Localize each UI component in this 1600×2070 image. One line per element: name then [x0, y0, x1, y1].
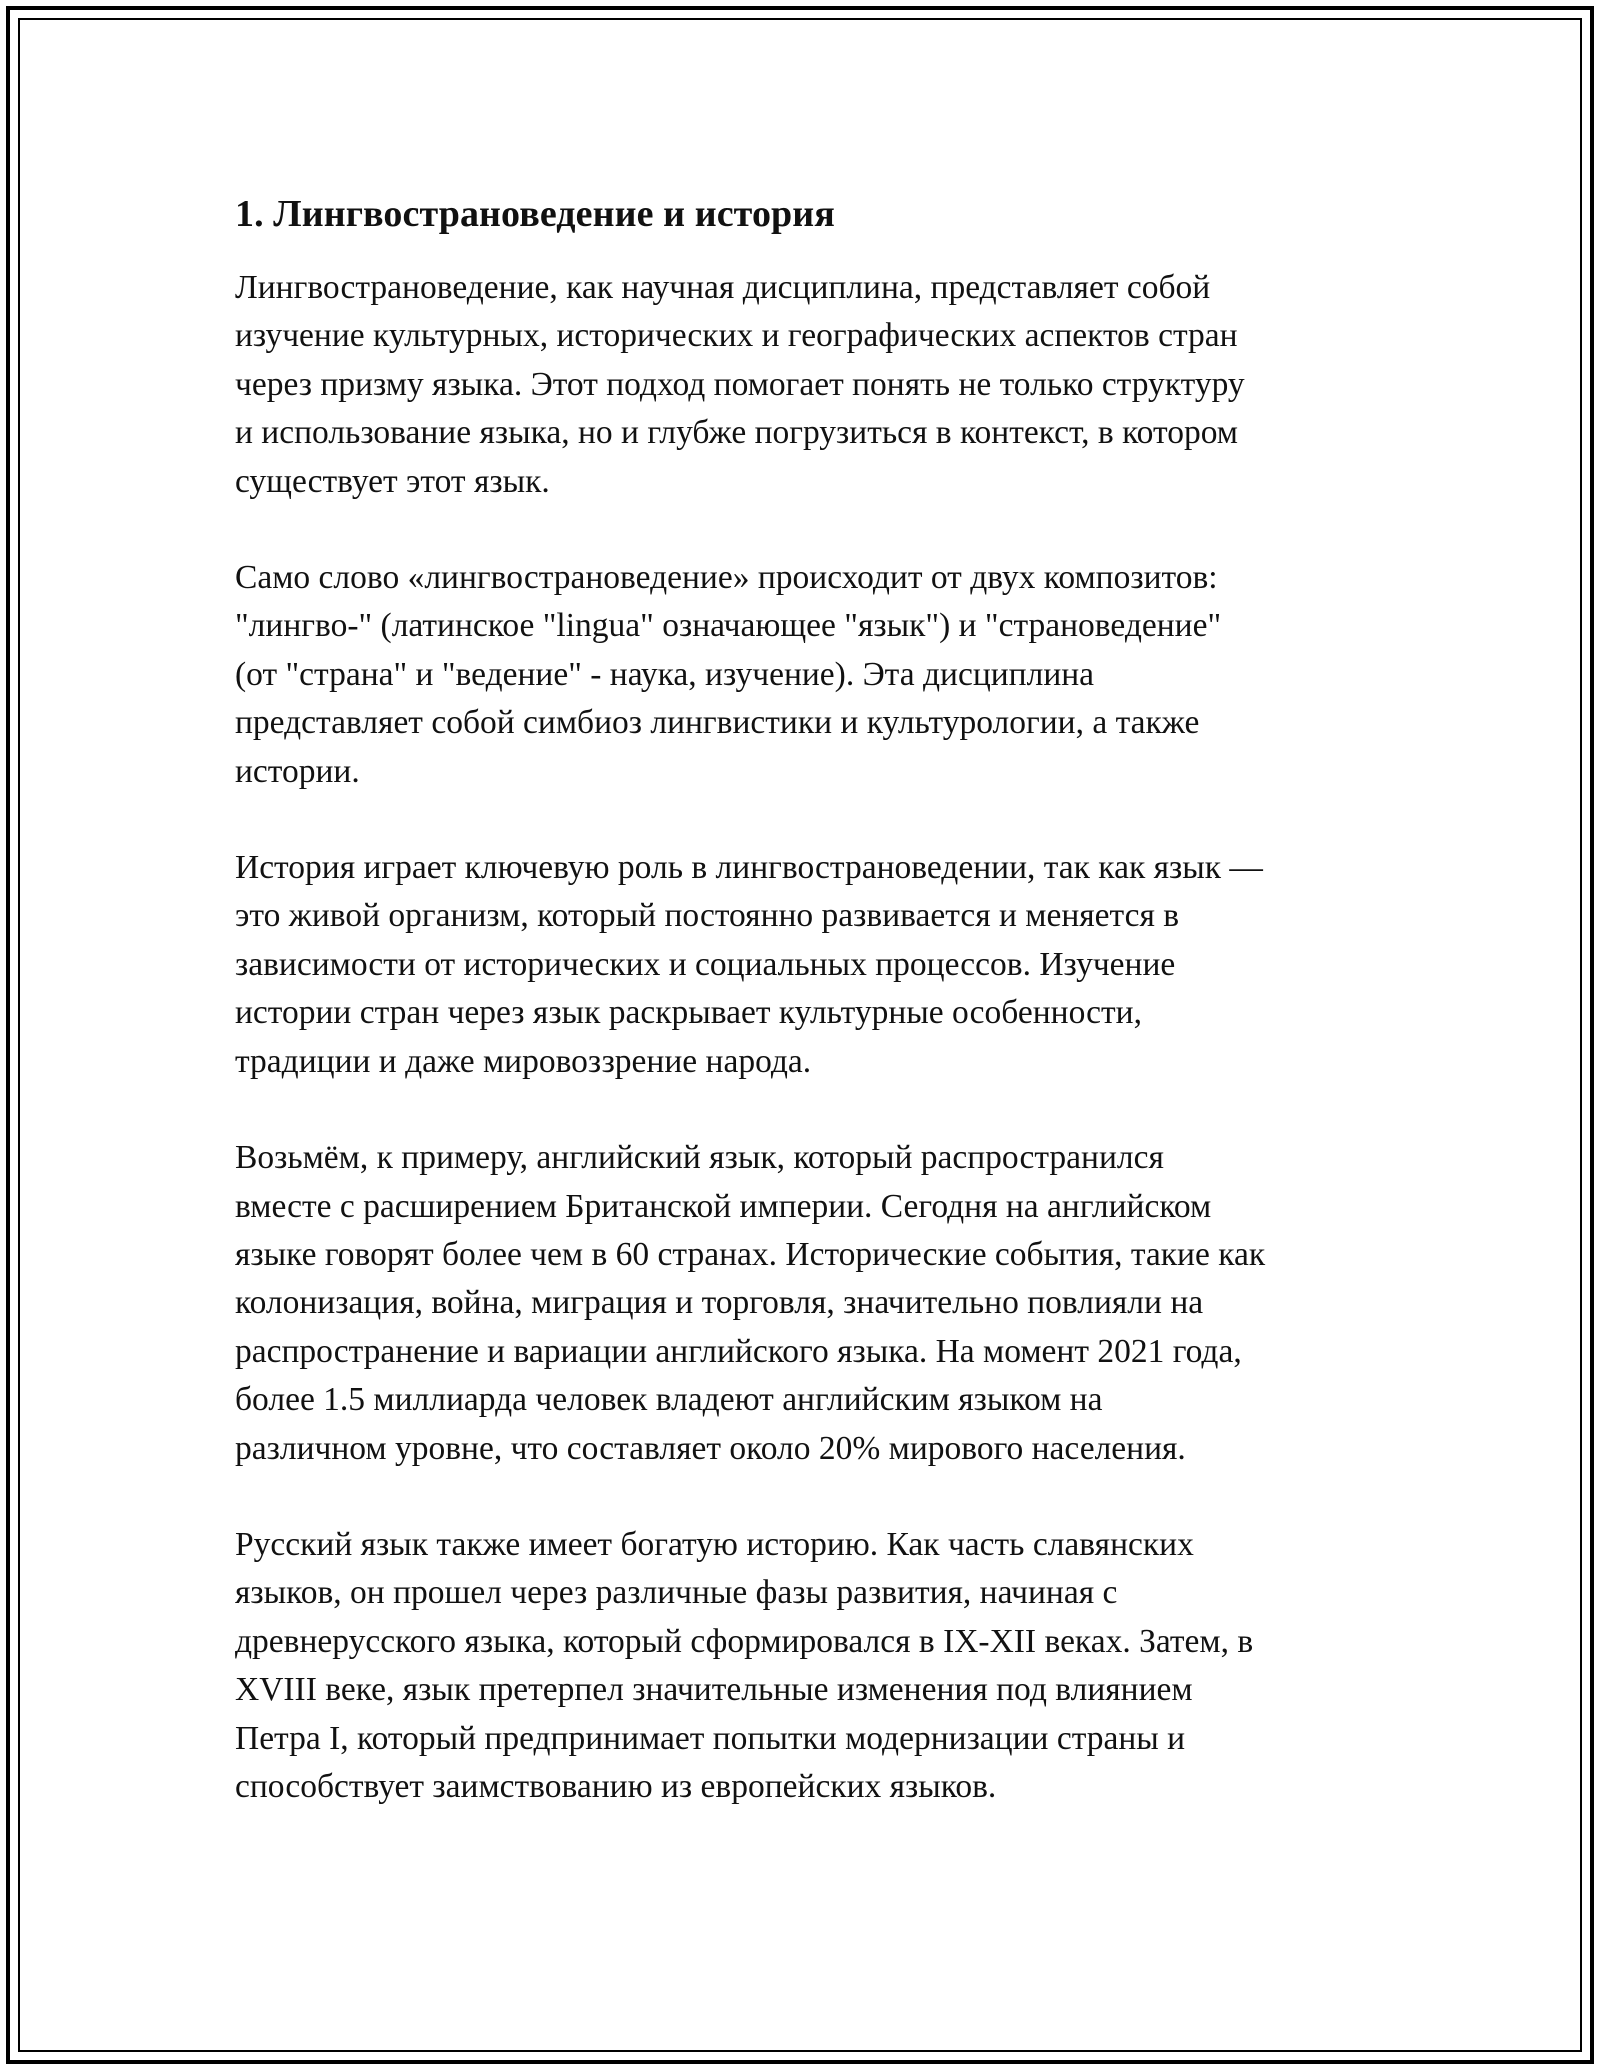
paragraph-russian-example: Русский язык также имеет богатую историю. Как часть славянских языков, он прошел через различные фазы развития, начиная с древнерусского языка, который сформировался в IX-XII веках. Затем, в XVIII веке, язык претерпел значительные изменения под влиянием Петра I, который предпринимает попытки модернизации страны и способствует заимствованию из европейских языков.: [235, 1525, 1254, 1805]
paragraph-definition: Лингвострановедение, как научная дисциплина, представляет собой изучение культурных, исторических и географических аспектов стран через призму языка. Этот подход помогает понять не только структуру и использование языка, но и глубже погрузиться в контекст, в котором существует этот язык.: [235, 269, 1245, 500]
paragraph-history-role: История играет ключевую роль в лингвострановедении, так как язык — это живой организм, который постоянно развивается и меняется в зависимости от исторических и социальных процессов. Изучение истории стран через язык раскрывает культурные особенности, традиции и даже мировоззрение народа.: [235, 849, 1263, 1080]
section-heading: 1. Лингвострановедение и история: [235, 193, 835, 235]
paragraph-english-example: Возьмём, к примеру, английский язык, который распространился вместе с расширением Британской империи. Сегодня на английском языке говорят более чем в 60 странах. Исторические события, такие как колонизация, война, миграция и торговля, значительно повлияли на распространение и вариации английского языка. На момент 2021 года, более 1.5 миллиарда человек владеют английским языком на различном уровне, что составляет около 20% мирового населения.: [235, 1139, 1266, 1467]
document-page: [235, 186, 1375, 1859]
paragraph-etymology: Само слово «лингвострановедение» происходит от двух композитов: "лингво-" (латинское "lingua" означающее "язык") и "страноведение" (от "страна" и "ведение" - наука, изучение). Эта дисциплина представляет собой симбиоз лингвистики и культурологии, а также истории.: [235, 559, 1222, 790]
